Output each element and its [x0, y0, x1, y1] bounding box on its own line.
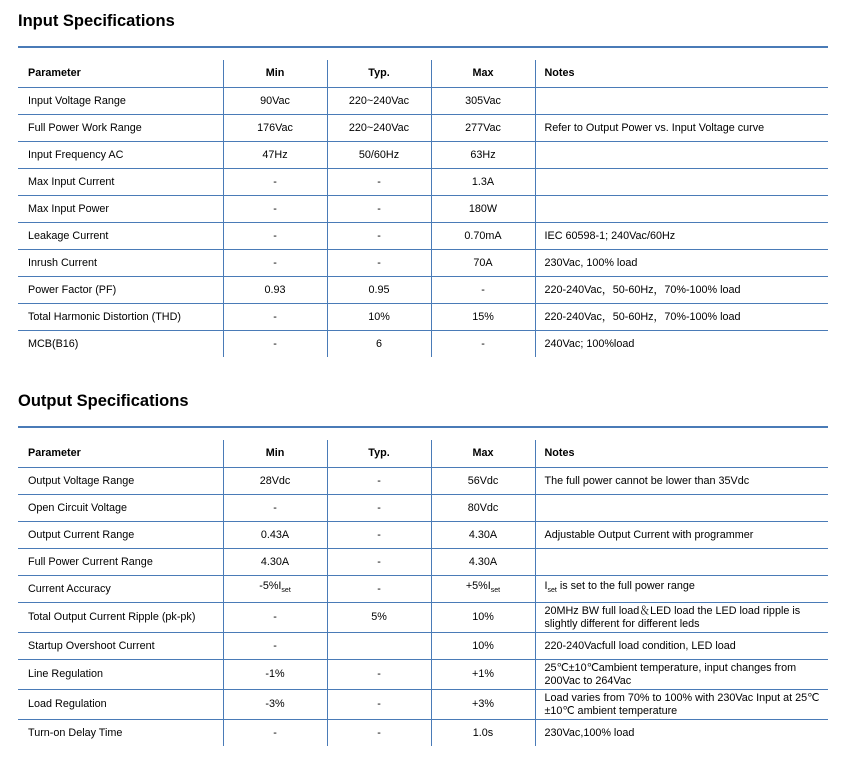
cell-min	[223, 576, 327, 603]
cell-max: 4.30A	[431, 522, 535, 549]
table-row	[18, 223, 828, 250]
table-row	[18, 603, 828, 633]
cell-notes	[535, 495, 828, 522]
cell-max: 10%	[431, 603, 535, 633]
cell-max: 277Vac	[431, 115, 535, 142]
header-max: Max	[431, 440, 535, 468]
table-row	[18, 660, 828, 690]
cell-parameter: Startup Overshoot Current	[18, 633, 223, 660]
notes-text: is set to the full power range	[556, 580, 695, 593]
header-notes: Notes	[535, 60, 828, 88]
cell-parameter: Output Voltage Range	[18, 468, 223, 495]
cell-typ: 0.95	[327, 277, 431, 304]
cell-notes: Adjustable Output Current with programmer	[535, 522, 828, 549]
cell-max: 15%	[431, 304, 535, 331]
cell-notes	[535, 142, 828, 169]
cell-parameter: Total Harmonic Distortion (THD)	[18, 304, 223, 331]
cell-min: -	[223, 633, 327, 660]
cell-max: 0.70mA	[431, 223, 535, 250]
cell-notes: 20MHz BW full load＆LED load the LED load ripple is slightly different for different leds	[535, 603, 828, 633]
cell-parameter: Total Output Current Ripple (pk-pk)	[18, 603, 223, 633]
cell-notes: The full power cannot be lower than 35Vdc	[535, 468, 828, 495]
cell-min: 0.93	[223, 277, 327, 304]
cell-min: -	[223, 331, 327, 358]
header-min: Min	[223, 440, 327, 468]
table-row	[18, 633, 828, 660]
cell-max: -	[431, 277, 535, 304]
cell-notes: IEC 60598-1; 240Vac/60Hz	[535, 223, 828, 250]
cell-notes: 230Vac,100% load	[535, 720, 828, 747]
cell-min: 28Vdc	[223, 468, 327, 495]
input-title-rule	[18, 46, 828, 48]
cell-parameter: Current Accuracy	[18, 576, 223, 603]
table-row	[18, 495, 828, 522]
cell-max	[431, 576, 535, 603]
cell-notes: 230Vac, 100% load	[535, 250, 828, 277]
cell-min: 47Hz	[223, 142, 327, 169]
cell-typ: 10%	[327, 304, 431, 331]
cell-typ: 50/60Hz	[327, 142, 431, 169]
table-row	[18, 549, 828, 576]
cell-min: -	[223, 495, 327, 522]
cell-typ: 220~240Vac	[327, 88, 431, 115]
cell-notes: 25℃±10℃ambient temperature, input changes from 200Vac to 264Vac	[535, 660, 828, 690]
cell-parameter: Output Current Range	[18, 522, 223, 549]
cell-parameter: Power Factor (PF)	[18, 277, 223, 304]
cell-typ: -	[327, 250, 431, 277]
cell-min: -	[223, 720, 327, 747]
cell-parameter: Inrush Current	[18, 250, 223, 277]
cell-typ: -	[327, 169, 431, 196]
header-typ: Typ.	[327, 60, 431, 88]
cell-min: 0.43A	[223, 522, 327, 549]
cell-max: -	[431, 331, 535, 358]
table-row	[18, 88, 828, 115]
cell-min: -	[223, 250, 327, 277]
cell-min: -	[223, 223, 327, 250]
cell-notes: Load varies from 70% to 100% with 230Vac Input at 25℃±10℃ ambient temperature	[535, 690, 828, 720]
cell-typ: 220~240Vac	[327, 115, 431, 142]
cell-parameter: Max Input Current	[18, 169, 223, 196]
table-header-row	[18, 60, 828, 88]
input-specifications-title: Input Specifications	[18, 12, 175, 30]
cell-max: 305Vac	[431, 88, 535, 115]
table-row	[18, 304, 828, 331]
header-typ: Typ.	[327, 440, 431, 468]
output-title-rule	[18, 426, 828, 428]
max-value: +5%I	[465, 580, 491, 593]
cell-notes	[535, 196, 828, 223]
cell-notes: 220-240Vacfull load condition, LED load	[535, 633, 828, 660]
max-subscript: set	[490, 587, 501, 595]
cell-min: -1%	[223, 660, 327, 690]
cell-typ: -	[327, 468, 431, 495]
cell-typ: -	[327, 223, 431, 250]
cell-notes: 240Vac; 100%load	[535, 331, 828, 358]
cell-parameter: Input Voltage Range	[18, 88, 223, 115]
cell-min: 176Vac	[223, 115, 327, 142]
cell-typ: 5%	[327, 603, 431, 633]
cell-typ: -	[327, 720, 431, 747]
cell-typ: -	[327, 660, 431, 690]
table-row	[18, 720, 828, 747]
cell-min: -3%	[223, 690, 327, 720]
notes-symbol: I	[544, 580, 548, 593]
cell-parameter: Full Power Work Range	[18, 115, 223, 142]
cell-max: 80Vdc	[431, 495, 535, 522]
header-parameter: Parameter	[18, 60, 223, 88]
cell-notes: 220-240Vac，50-60Hz，70%-100% load	[535, 304, 828, 331]
table-row	[18, 142, 828, 169]
cell-parameter: Max Input Power	[18, 196, 223, 223]
table-row	[18, 115, 828, 142]
table-row	[18, 468, 828, 495]
cell-notes	[535, 549, 828, 576]
cell-parameter: MCB(B16)	[28, 337, 79, 350]
cell-max: 63Hz	[431, 142, 535, 169]
table-row	[18, 522, 828, 549]
table-row	[18, 277, 828, 304]
cell-min: 90Vac	[223, 88, 327, 115]
table-header-row	[18, 440, 828, 468]
header-max: Max	[431, 60, 535, 88]
table-row	[18, 690, 828, 720]
cell-max: 180W	[431, 196, 535, 223]
cell-min: -	[223, 196, 327, 223]
table-row	[18, 196, 828, 223]
cell-max: 56Vdc	[431, 468, 535, 495]
cell-min: 4.30A	[223, 549, 327, 576]
cell-min: -	[223, 603, 327, 633]
min-value: -5%I	[259, 580, 282, 593]
cell-min: -	[223, 304, 327, 331]
cell-max: 1.0s	[431, 720, 535, 747]
input-specifications-table	[18, 60, 828, 357]
cell-typ: -	[327, 549, 431, 576]
cell-typ: -	[327, 495, 431, 522]
table-row	[18, 576, 828, 603]
header-min: Min	[223, 60, 327, 88]
min-subscript: set	[281, 587, 291, 595]
cell-max: 1.3A	[431, 169, 535, 196]
cell-typ: 6	[327, 331, 431, 358]
cell-notes: Refer to Output Power vs. Input Voltage curve	[535, 115, 828, 142]
cell-notes	[535, 576, 828, 603]
header-notes: Notes	[535, 440, 828, 468]
output-specifications-title: Output Specifications	[18, 392, 189, 410]
output-specifications-table	[18, 440, 828, 746]
cell-typ: -	[327, 522, 431, 549]
cell-max: 4.30A	[431, 549, 535, 576]
notes-subscript: set	[547, 587, 557, 595]
cell-parameter: Load Regulation	[18, 690, 223, 720]
cell-max: 70A	[431, 250, 535, 277]
cell-max: +3%	[431, 690, 535, 720]
cell-parameter: Full Power Current Range	[18, 549, 223, 576]
cell-parameter: Line Regulation	[18, 660, 223, 690]
cell-max: +1%	[431, 660, 535, 690]
header-parameter: Parameter	[18, 440, 223, 468]
cell-max: 10%	[431, 633, 535, 660]
table-row	[18, 331, 828, 358]
cell-typ: -	[327, 576, 431, 603]
cell-parameter: Input Frequency AC	[18, 142, 223, 169]
cell-parameter: Open Circuit Voltage	[18, 495, 223, 522]
cell-typ	[327, 633, 431, 660]
cell-notes	[535, 88, 828, 115]
cell-parameter: Leakage Current	[18, 223, 223, 250]
cell-notes	[535, 169, 828, 196]
table-row	[18, 169, 828, 196]
cell-typ: -	[327, 690, 431, 720]
cell-notes: 220-240Vac，50-60Hz，70%-100% load	[535, 277, 828, 304]
cell-typ: -	[327, 196, 431, 223]
cell-parameter: Turn-on Delay Time	[28, 726, 123, 739]
cell-min: -	[223, 169, 327, 196]
table-row	[18, 250, 828, 277]
